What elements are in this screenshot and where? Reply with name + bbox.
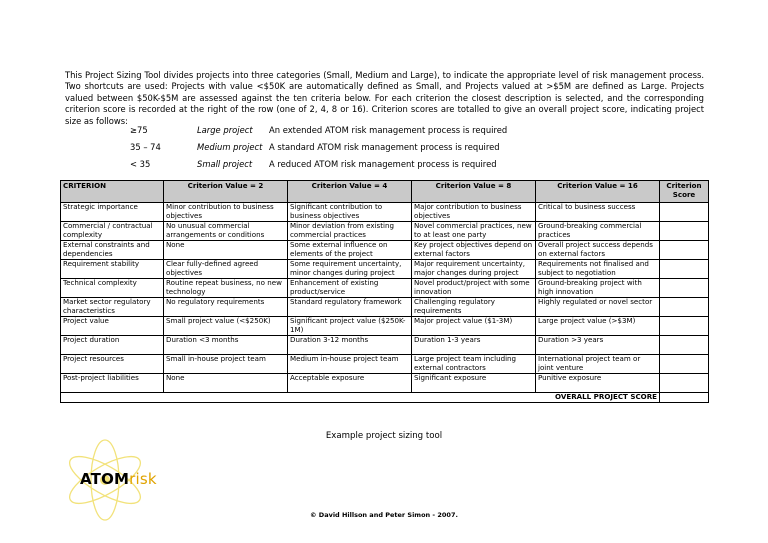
criterion-score-cell[interactable] xyxy=(660,203,709,222)
value-4-cell: Significant project value ($250K-1M) xyxy=(288,317,412,336)
criterion-score-cell[interactable] xyxy=(660,355,709,374)
category-name: Medium project xyxy=(197,141,263,152)
logo-at: AT xyxy=(80,470,102,488)
table-row xyxy=(61,222,709,241)
logo-o: O xyxy=(101,470,115,488)
value-8-cell: Key project objectives depend on external factors xyxy=(412,241,536,260)
value-2-cell: Small in-house project team xyxy=(164,355,288,374)
value-8-cell: Major requirement uncertainty, major changes during project xyxy=(412,260,536,279)
value-8-cell: Duration 1-3 years xyxy=(412,336,536,355)
value-2-cell: Duration <3 months xyxy=(164,336,288,355)
value-16-cell: Requirements not finalised and subject to negotiation xyxy=(536,260,660,279)
category-large xyxy=(130,121,507,138)
value-4-cell: Enhancement of existing product/service xyxy=(288,279,412,298)
table-row xyxy=(61,355,709,374)
criterion-score-cell[interactable] xyxy=(660,260,709,279)
value-2-cell: None xyxy=(164,374,288,393)
project-sizing-table xyxy=(60,180,709,403)
criterion-name-cell: Technical complexity xyxy=(61,279,164,298)
value-4-cell: Some external influence on elements of the project xyxy=(288,241,412,260)
value-16-cell: International project team or joint venture xyxy=(536,355,660,374)
value-16-cell: Ground-breaking project with high innovation xyxy=(536,279,660,298)
total-row xyxy=(61,393,709,403)
category-medium xyxy=(130,138,507,155)
value-16-cell: Highly regulated or novel sector xyxy=(536,298,660,317)
category-small xyxy=(130,155,507,172)
value-16-cell: Duration >3 years xyxy=(536,336,660,355)
category-range: 35 – 74 xyxy=(130,141,161,152)
table-row xyxy=(61,260,709,279)
category-description: A standard ATOM risk management process is required xyxy=(269,141,500,152)
category-range: ≥75 xyxy=(130,124,148,135)
value-8-cell: Large project team including external contractors xyxy=(412,355,536,374)
criterion-name-cell: Post-project liabilities xyxy=(61,374,164,393)
category-description: An extended ATOM risk management process is required xyxy=(269,124,508,135)
criterion-score-cell[interactable] xyxy=(660,241,709,260)
copyright-notice: © David Hillson and Peter Simon - 2007. xyxy=(310,511,458,519)
value-16-cell: Overall project success depends on external factors xyxy=(536,241,660,260)
value-2-cell: Minor contribution to business objectives xyxy=(164,203,288,222)
value-8-cell: Major contribution to business objectives xyxy=(412,203,536,222)
intro-paragraph: This Project Sizing Tool divides projects into three categories (Small, Medium and Large), to indicate the appropriate level of risk management process. Two shortcuts are used: Projects with value <$50K are automatically defined as Small, and Projects valued at >$5M are defined as Large. Projects valued between $50K-$5M are assessed against the ten criteria below. For each criterion the closest description is selected, and the corresponding criterion score is recorded at the right of the row (one of 2, 4, 8 or 16). Criterion scores are totalled to give an overall project score, indicating project size as follows: xyxy=(65,70,704,126)
value-4-cell: Acceptable exposure xyxy=(288,374,412,393)
total-score-cell[interactable] xyxy=(660,393,709,403)
value-16-cell: Critical to business success xyxy=(536,203,660,222)
value-4-cell: Minor deviation from existing commercial practices xyxy=(288,222,412,241)
criterion-name-cell: Strategic importance xyxy=(61,203,164,222)
value-16-cell: Large project value (>$3M) xyxy=(536,317,660,336)
criterion-name-cell: Commercial / contractual complexity xyxy=(61,222,164,241)
criterion-name-cell: External constraints and dependencies xyxy=(61,241,164,260)
value-2-cell: No unusual commercial arrangements or conditions xyxy=(164,222,288,241)
logo-risk: risk xyxy=(129,470,157,488)
atom-risk-logo xyxy=(80,470,157,488)
category-range: < 35 xyxy=(130,158,151,169)
criterion-score-cell[interactable] xyxy=(660,374,709,393)
value-8-cell: Significant exposure xyxy=(412,374,536,393)
table-header-row xyxy=(61,181,709,203)
size-categories xyxy=(130,121,507,172)
table-row xyxy=(61,317,709,336)
value-16-cell: Ground-breaking commercial practices xyxy=(536,222,660,241)
header-criterion: CRITERION xyxy=(61,181,164,203)
value-2-cell: Routine repeat business, no new technology xyxy=(164,279,288,298)
value-2-cell: No regulatory requirements xyxy=(164,298,288,317)
criterion-name-cell: Market sector regulatory characteristics xyxy=(61,298,164,317)
value-4-cell: Significant contribution to business objectives xyxy=(288,203,412,222)
header-criterion-score: Criterion Score xyxy=(660,181,709,203)
table-row xyxy=(61,374,709,393)
criterion-name-cell: Project resources xyxy=(61,355,164,374)
criterion-name-cell: Project duration xyxy=(61,336,164,355)
header-value-2: Criterion Value = 2 xyxy=(164,181,288,203)
table-row xyxy=(61,241,709,260)
value-8-cell: Novel product/project with some innovation xyxy=(412,279,536,298)
value-4-cell: Some requirement uncertainty, minor changes during project xyxy=(288,260,412,279)
figure-caption: Example project sizing tool xyxy=(325,431,443,441)
value-16-cell: Punitive exposure xyxy=(536,374,660,393)
table-row xyxy=(61,298,709,317)
header-value-8: Criterion Value = 8 xyxy=(412,181,536,203)
value-2-cell: Clear fully-defined agreed objectives xyxy=(164,260,288,279)
table-row xyxy=(61,279,709,298)
criterion-score-cell[interactable] xyxy=(660,279,709,298)
value-8-cell: Challenging regulatory requirements xyxy=(412,298,536,317)
category-name: Small project xyxy=(197,158,253,169)
criterion-name-cell: Project value xyxy=(61,317,164,336)
table-row xyxy=(61,203,709,222)
header-value-16: Criterion Value = 16 xyxy=(536,181,660,203)
criterion-score-cell[interactable] xyxy=(660,222,709,241)
value-2-cell: None xyxy=(164,241,288,260)
category-name: Large project xyxy=(197,124,253,135)
header-value-4: Criterion Value = 4 xyxy=(288,181,412,203)
criterion-score-cell[interactable] xyxy=(660,298,709,317)
value-8-cell: Novel commercial practices, new to at least one party xyxy=(412,222,536,241)
criterion-score-cell[interactable] xyxy=(660,336,709,355)
value-2-cell: Small project value (<$250K) xyxy=(164,317,288,336)
category-description: A reduced ATOM risk management process is required xyxy=(269,158,497,169)
table-row xyxy=(61,336,709,355)
table-body xyxy=(61,203,709,403)
value-8-cell: Major project value ($1-3M) xyxy=(412,317,536,336)
value-4-cell: Standard regulatory framework xyxy=(288,298,412,317)
criterion-name-cell: Requirement stability xyxy=(61,260,164,279)
total-label: OVERALL PROJECT SCORE xyxy=(61,393,660,403)
value-4-cell: Medium in-house project team xyxy=(288,355,412,374)
value-4-cell: Duration 3-12 months xyxy=(288,336,412,355)
logo-m: M xyxy=(114,470,130,488)
criterion-score-cell[interactable] xyxy=(660,317,709,336)
